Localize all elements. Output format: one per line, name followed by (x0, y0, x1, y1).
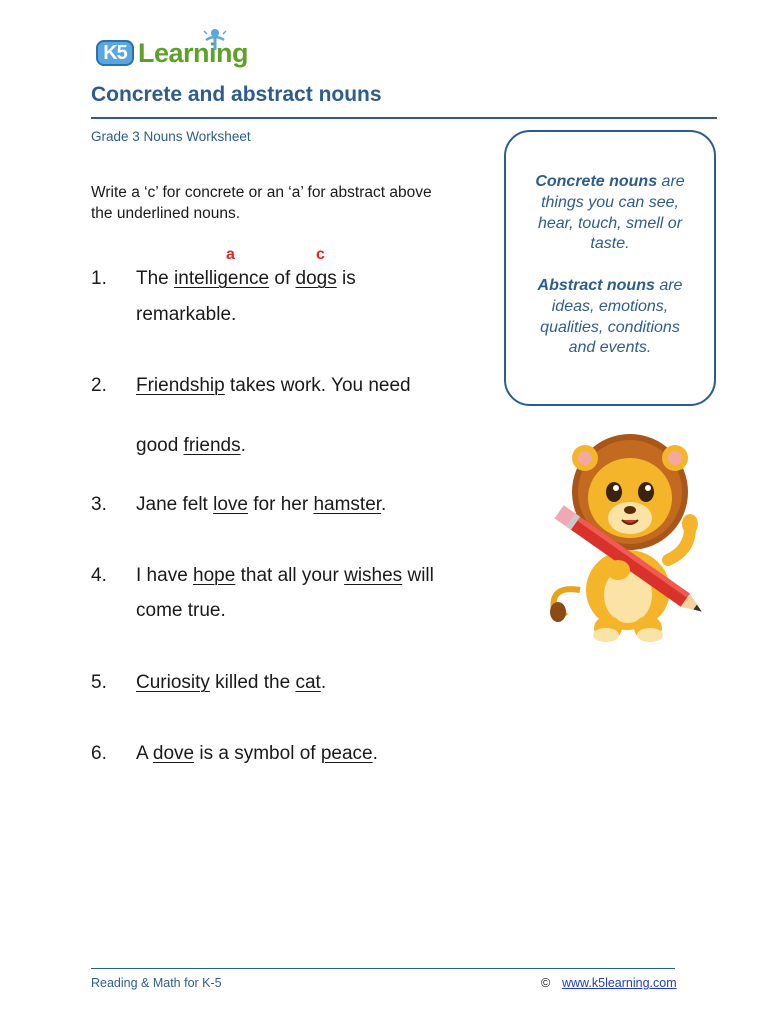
answer-label: c (316, 246, 325, 263)
logo-badge: K5 (96, 40, 134, 66)
definition-box (504, 130, 716, 406)
text-segment: killed the (209, 672, 296, 693)
text-segment: remarkable. (136, 304, 237, 325)
text-segment: is (336, 268, 356, 289)
underlined-noun: Curiosity (136, 672, 210, 693)
title-divider (91, 117, 717, 119)
abstract-term: Abstract nouns (537, 276, 655, 294)
page-title: Concrete and abstract nouns (91, 83, 382, 106)
question-text (136, 428, 246, 464)
underlined-noun: peace (320, 743, 373, 764)
question-text (136, 297, 236, 333)
question-number: 2. (91, 375, 107, 396)
text-segment: Jane felt (136, 494, 214, 515)
question-number: 4. (91, 565, 107, 586)
text-segment: . (240, 435, 246, 456)
footer-tagline: Reading & Math for K-5 (91, 976, 222, 990)
text-segment: of (269, 268, 296, 289)
underlined-noun: wishes (344, 565, 403, 586)
text-segment: . (320, 672, 327, 693)
logo-wordmark: Learning (138, 38, 249, 68)
text-segment: that all your (235, 565, 345, 586)
underlined-noun: friends (183, 435, 241, 456)
footer-divider (91, 968, 675, 969)
text-segment: . (381, 494, 387, 515)
text-segment: good (136, 435, 184, 456)
text-segment: come true. (136, 600, 226, 621)
underlined-noun: intelligence (174, 268, 270, 289)
abstract-definition: Abstract nouns are ideas, emotions, qualities, conditions and events. (537, 276, 683, 357)
question-text (136, 368, 411, 404)
question-number: 3. (91, 494, 107, 515)
website-link[interactable]: www.k5learning.com (562, 976, 677, 990)
text-segment: for her (247, 494, 314, 515)
concrete-definition: Concrete nouns are things you can see, hear, touch, smell or taste. (535, 173, 685, 253)
concrete-term: Concrete nouns (535, 173, 658, 190)
underlined-noun: dove (152, 743, 195, 764)
text-segment: will (402, 565, 434, 586)
lion-holding-pencil-illustration (540, 420, 720, 650)
answer-label: a (226, 246, 235, 263)
underlined-noun: hope (193, 565, 236, 586)
text-segment: is a symbol of (194, 743, 321, 764)
question-number: 6. (91, 743, 107, 764)
question-text (136, 487, 386, 523)
logo-figure-icon (200, 28, 230, 54)
underlined-noun: Friendship (136, 375, 225, 396)
text-segment: . (372, 743, 378, 764)
instructions: Write a ‘c’ for concrete or an ‘a’ for abstract above the underlined nouns. (91, 184, 432, 222)
underlined-noun: love (213, 494, 248, 515)
question-text (136, 736, 378, 772)
text-segment: I have (136, 565, 194, 586)
underlined-noun: dogs (295, 268, 337, 289)
question-number: 1. (91, 268, 107, 289)
k5-learning-logo (92, 32, 262, 72)
question-text (136, 665, 326, 701)
copyright-symbol: © (541, 976, 551, 990)
underlined-noun: hamster (313, 494, 382, 515)
text-segment: The (136, 268, 175, 289)
question-text (136, 261, 356, 297)
text-segment: takes work. You need (224, 375, 411, 396)
question-text (136, 558, 434, 594)
question-text (136, 593, 226, 629)
question-number: 5. (91, 672, 107, 693)
underlined-noun: cat (295, 672, 321, 693)
text-segment: A (136, 743, 153, 764)
worksheet-subtitle: Grade 3 Nouns Worksheet (91, 129, 251, 144)
